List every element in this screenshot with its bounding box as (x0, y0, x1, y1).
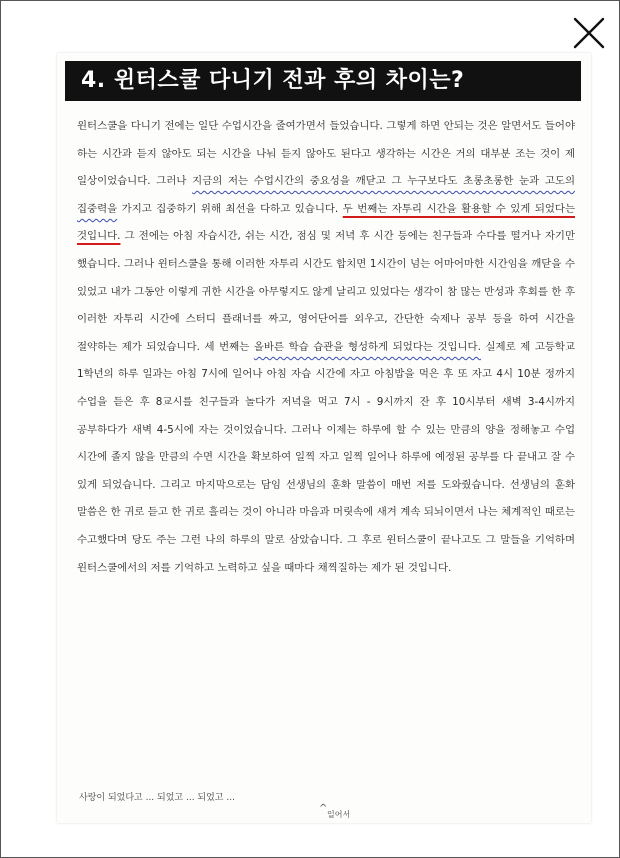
handwritten-essay (77, 113, 575, 582)
essay-text-part-3: 그 전에는 아침 자습시간, 쉬는 시간, 점심 및 저녁 후 시간 등에는 친구들과 수다를 떨거나 자기만 했습니다. 그러나 윈터스쿨을 통해 이러한 자투리 시간도 합치면 1시간이 넘는 어마어마한 시간임을 깨닫을 수 있었고 내가 그동안 이렇게 귀한 시간을 아무렇지도 않게 날리고 있었다는 생각이 참 많는 반성과 후회를 한 후 이러한 자투리 시간에 스터디 플래너를 짜고, 영어단어를 외우고, 간단한 숙제나 공부 등을 하여 시간을 절약하는 제가 되었습니다. 세 번째는 (77, 230, 575, 353)
cut-off-line: 사랑이 되었다고 ... 되었고 ... 되었고 ... (79, 793, 235, 803)
margin-note-text: 일어서 (327, 810, 351, 819)
essay-text-part-1: 윈터스쿨을 다니기 전에는 일단 수업시간을 줄여가면서 들었습니다. 그렇게 하면 안되는 것은 알면서도 들어야 하는 시간과 듣지 않아도 되는 시간을 나눠 듣지 않아도 된다고 생각하는 시간은 거의 대부분 조는 것이 제 일상이었습니다. 그러나 (77, 120, 575, 188)
highlight-spare-time: 두 번째는 자투리 시간을 활용할 수 있게 되었다는 것입니다. (77, 202, 575, 243)
document-page (57, 53, 591, 823)
highlight-study-habits: 올바른 학습 습관을 형성하게 되었다는 것입니다. (253, 340, 481, 353)
essay-text-part-4: 실제로 제 고등학교 1학년의 하루 일과는 아침 7시에 일어나 아침 자습 시간에 자고 아침밥을 먹은 후 또 자고 4시 10분 정까지 수업을 듣은 후 8교시를 친구들과 놀다가 저녁을 먹고 7시 - 9시까지 잔 후 10시부터 새벽 3-4시까지 공부하다가 새벽 4-5시에 자는 것이었습니다. 그러나 이제는 하루에 할 수 있는 만큼의 양을 정해놓고 수업 시간에 졸지 않을 만큼의 수면 시간을 확보하여 일찍 자고 일찍 일어나 하루에 예정된 공부를 다 끝내고 잘 수 있게 되었습니다. 그리고 마지막으로는 담임 선생님의 훈화 말씀이 매번 저를 도와줬습니다. 선생님의 훈화 말씀은 한 귀로 듣고 한 귀로 흘리는 것이 아니라 마음과 머릿속에 새겨 계속 되뇌이면서 나는 체계적인 때로는 수고했다며 당도 주는 그런 나의 하루의 말로 삼았습니다. 그 후로 윈터스쿨이 끝나고도 그 말들을 기억하며 윈터스쿨에서의 저를 기억하고 노력하고 싶을 때마다 채찍질하는 제가 된 것입니다. (77, 340, 575, 574)
close-button[interactable] (569, 13, 609, 53)
insert-caret-icon: ^ (319, 803, 328, 814)
margin-note (319, 803, 359, 821)
close-icon (569, 13, 609, 53)
document-title: 4. 윈터스쿨 다니기 전과 후의 차이는? (65, 61, 581, 101)
highlight-importance-of-class: 지금의 저는 수업시간의 중요성을 깨닫고 그 누구보다도 초롱초롱한 눈과 고도의 집중력을 (77, 175, 575, 215)
essay-text-part-2: 가지고 집중하기 위해 최선을 다하고 있습니다. (117, 202, 343, 215)
